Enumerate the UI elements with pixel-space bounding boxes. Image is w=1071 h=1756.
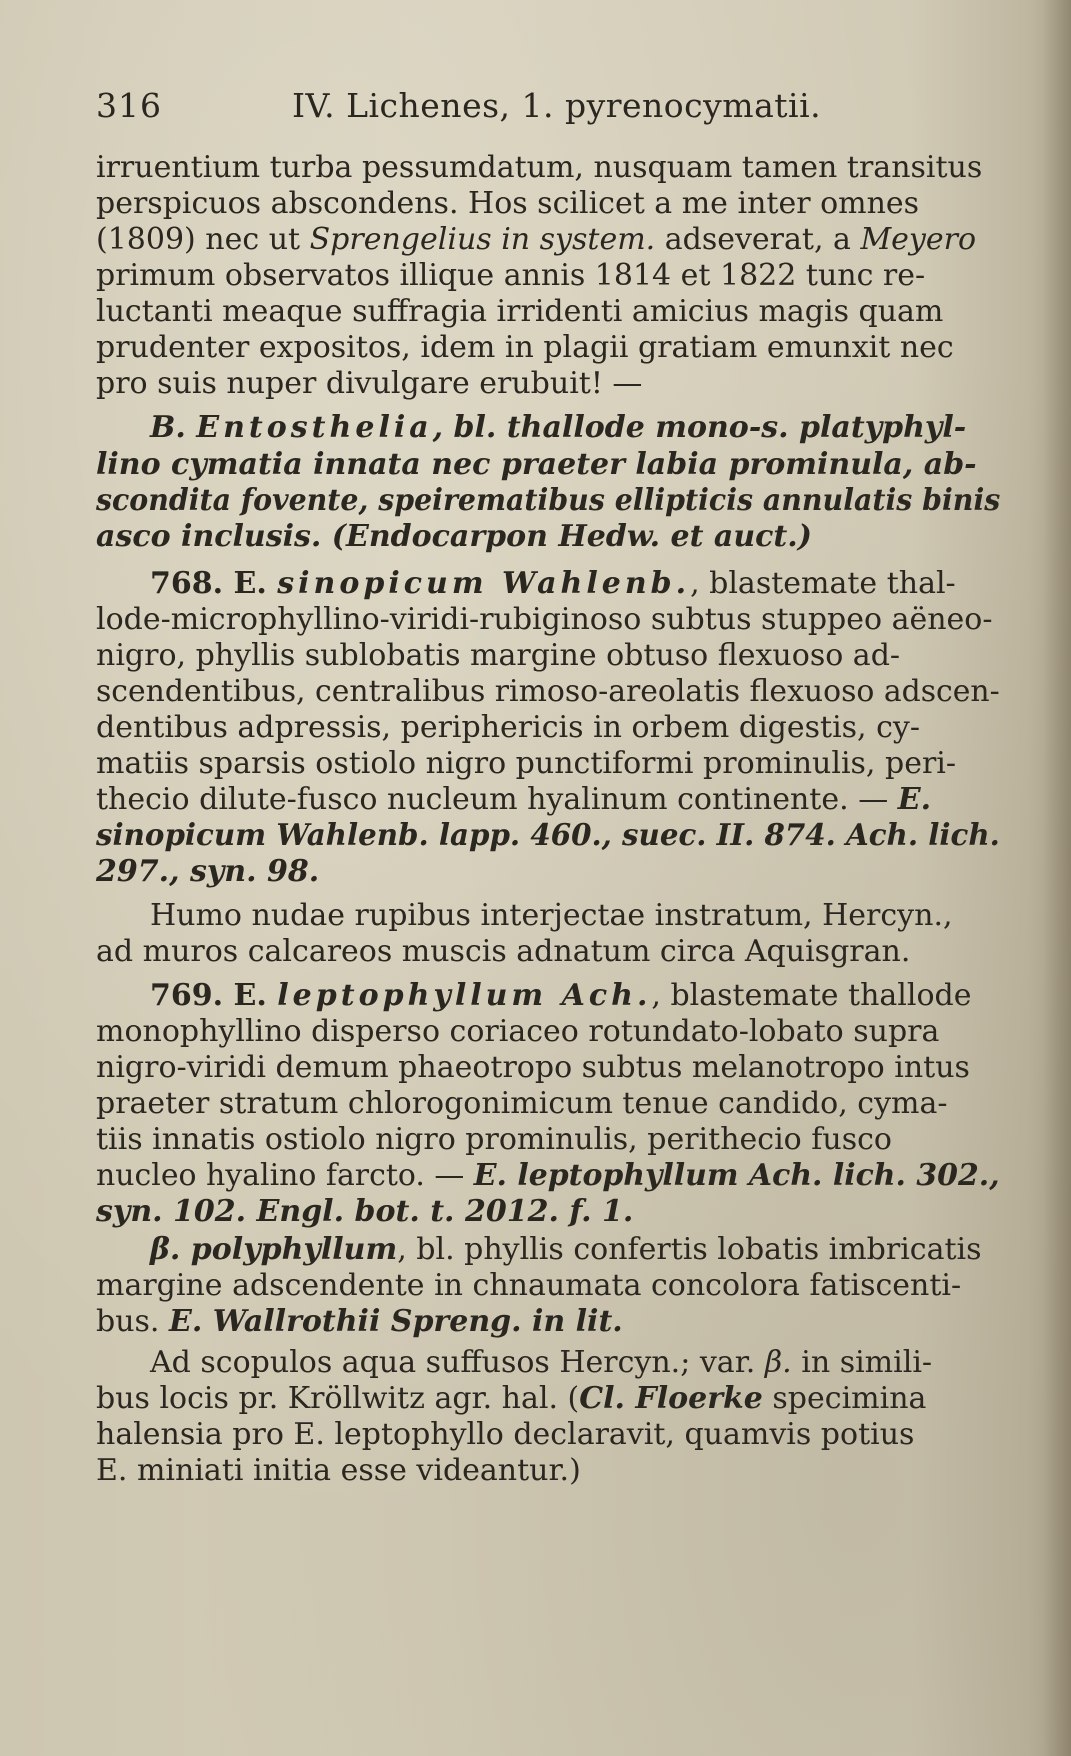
text-segment: 769. E. bbox=[150, 978, 278, 1013]
text-line bbox=[96, 1050, 970, 1086]
page-number: 316 bbox=[96, 86, 162, 125]
text-line bbox=[96, 710, 920, 746]
text-segment: monophyllino disperso coriaceo rotundato-lobato supra bbox=[96, 1014, 940, 1049]
text-line bbox=[150, 410, 966, 446]
text-segment: in simili- bbox=[791, 1345, 933, 1380]
text-line bbox=[96, 934, 910, 970]
text-segment: , blastemate thallode bbox=[651, 978, 972, 1013]
text-segment: margine adscendente in chnaumata concolora fatiscenti- bbox=[96, 1268, 962, 1303]
text-segment: ad muros calcareos muscis adnatum circa Aquisgran. bbox=[96, 934, 911, 969]
text-segment: Entosthelia bbox=[196, 410, 433, 445]
text-segment: (1809) nec ut bbox=[96, 222, 310, 257]
text-line bbox=[96, 746, 956, 782]
text-segment: Ad scopulos aqua suffusos Hercyn.; var. bbox=[150, 1345, 765, 1380]
text-segment: 297., syn. 98. bbox=[96, 854, 320, 889]
text-segment: Humo nudae rupibus interjectae instratum, Hercyn., bbox=[150, 898, 953, 933]
text-line bbox=[96, 854, 319, 890]
text-line bbox=[96, 447, 977, 483]
text-line bbox=[96, 674, 1000, 710]
text-segment: Meyero bbox=[860, 222, 977, 257]
text-segment: lino cymatia innata nec praeter labia prominula, ab- bbox=[96, 447, 977, 482]
text-line bbox=[96, 222, 976, 258]
text-segment: 768. E. bbox=[150, 566, 278, 601]
text-segment: thecio dilute-fusco nucleum hyalinum continente. — bbox=[96, 782, 898, 817]
text-line bbox=[150, 898, 953, 934]
text-line bbox=[96, 818, 1000, 854]
text-line bbox=[96, 186, 919, 222]
text-segment: prudenter expositos, idem in plagii gratiam emunxit nec bbox=[96, 330, 954, 365]
text-segment: , bl. phyllis confertis lobatis imbricatis bbox=[397, 1232, 982, 1267]
text-segment: luctanti meaque suffragia irridenti amicius magis quam bbox=[96, 294, 944, 329]
text-segment: pro suis nuper divulgare erubuit! — bbox=[96, 366, 643, 401]
text-line bbox=[96, 150, 982, 186]
text-line bbox=[96, 366, 642, 402]
text-line bbox=[96, 638, 900, 674]
text-line bbox=[150, 1345, 932, 1381]
text-segment: primum observatos illique annis 1814 et 1822 tunc re- bbox=[96, 258, 926, 293]
text-segment: dentibus adpressis, periphericis in orbem digestis, cy- bbox=[96, 710, 921, 745]
text-segment: β. polyphyllum bbox=[150, 1232, 398, 1267]
text-segment: halensia pro E. leptophyllo declaravit, quamvis potius bbox=[96, 1417, 915, 1452]
text-segment: syn. 102. Engl. bot. t. 2012. f. 1. bbox=[96, 1194, 634, 1229]
text-segment: praeter stratum chlorogonimicum tenue candido, cyma- bbox=[96, 1086, 948, 1121]
text-segment: nigro, phyllis sublobatis margine obtuso flexuoso ad- bbox=[96, 638, 901, 673]
text-line bbox=[96, 782, 931, 818]
text-line bbox=[96, 1122, 892, 1158]
text-segment: nucleo hyalino farcto. — bbox=[96, 1158, 474, 1193]
text-line bbox=[96, 1268, 961, 1304]
text-segment: irruentium turba pessumdatum, nusquam tamen transitus bbox=[96, 150, 983, 185]
text-segment: tiis innatis ostiolo nigro prominulis, perithecio fusco bbox=[96, 1122, 892, 1157]
text-segment: bus. bbox=[96, 1304, 169, 1339]
text-segment: nigro-viridi demum phaeotropo subtus melanotropo intus bbox=[96, 1050, 970, 1085]
text-segment: perspicuos abscondens. Hos scilicet a me inter omnes bbox=[96, 186, 920, 221]
text-segment: Cl. Floerke bbox=[579, 1381, 763, 1416]
text-segment: bus locis pr. Kröllwitz agr. hal. ( bbox=[96, 1381, 580, 1416]
text-segment: asco inclusis. (Endocarpon Hedw. et auct.) bbox=[96, 519, 812, 554]
running-head: IV. Lichenes, 1. pyrenocymatii. bbox=[292, 86, 822, 125]
text-segment: , bl. thallode mono-s. platyphyl- bbox=[432, 410, 967, 445]
text-segment: specimina bbox=[762, 1381, 927, 1416]
text-line bbox=[96, 1381, 926, 1417]
text-segment: matiis sparsis ostiolo nigro punctiformi prominulis, peri- bbox=[96, 746, 957, 781]
text-segment: adseverat, a bbox=[655, 222, 861, 257]
page-edge-shadow bbox=[1043, 0, 1071, 1756]
text-segment: Sprengelius in system. bbox=[309, 222, 656, 257]
text-segment: β. bbox=[764, 1345, 792, 1380]
text-segment: E. leptophyllum Ach. lich. 302., bbox=[473, 1158, 1000, 1193]
text-segment: B. bbox=[150, 410, 197, 445]
text-line bbox=[96, 602, 993, 638]
text-segment: leptophyllum Ach. bbox=[277, 978, 652, 1013]
text-segment: , blastemate thal- bbox=[690, 566, 956, 601]
text-line bbox=[96, 1453, 581, 1489]
text-line bbox=[150, 1232, 982, 1268]
text-segment: lode-microphyllino-viridi-rubiginoso subtus stuppeo aëneo- bbox=[96, 602, 993, 637]
text-segment: sinopicum Wahlenb. bbox=[277, 566, 691, 601]
text-line bbox=[150, 978, 972, 1014]
text-line bbox=[96, 1158, 1000, 1194]
text-line bbox=[96, 1194, 633, 1230]
text-line bbox=[96, 258, 925, 294]
text-segment: sinopicum Wahlenb. lapp. 460., suec. II. 874. Ach. lich. bbox=[96, 818, 1000, 853]
text-segment: E. bbox=[897, 782, 932, 817]
text-line bbox=[96, 330, 954, 366]
text-line bbox=[96, 1014, 939, 1050]
text-segment: scondita fovente, speirematibus ellipticis annulatis binis bbox=[96, 483, 1001, 518]
text-segment: E. miniati initia esse videantur.) bbox=[96, 1453, 581, 1488]
text-line bbox=[150, 566, 956, 602]
text-segment: scendentibus, centralibus rimoso-areolatis flexuoso adscen- bbox=[96, 674, 1000, 709]
text-line bbox=[96, 483, 1000, 519]
text-line bbox=[96, 294, 943, 330]
text-line bbox=[96, 519, 812, 555]
text-segment: E. Wallrothii Spreng. in lit. bbox=[169, 1304, 623, 1339]
text-line bbox=[96, 1304, 623, 1340]
text-line bbox=[96, 1417, 914, 1453]
page-header bbox=[96, 86, 822, 134]
text-line bbox=[96, 1086, 948, 1122]
